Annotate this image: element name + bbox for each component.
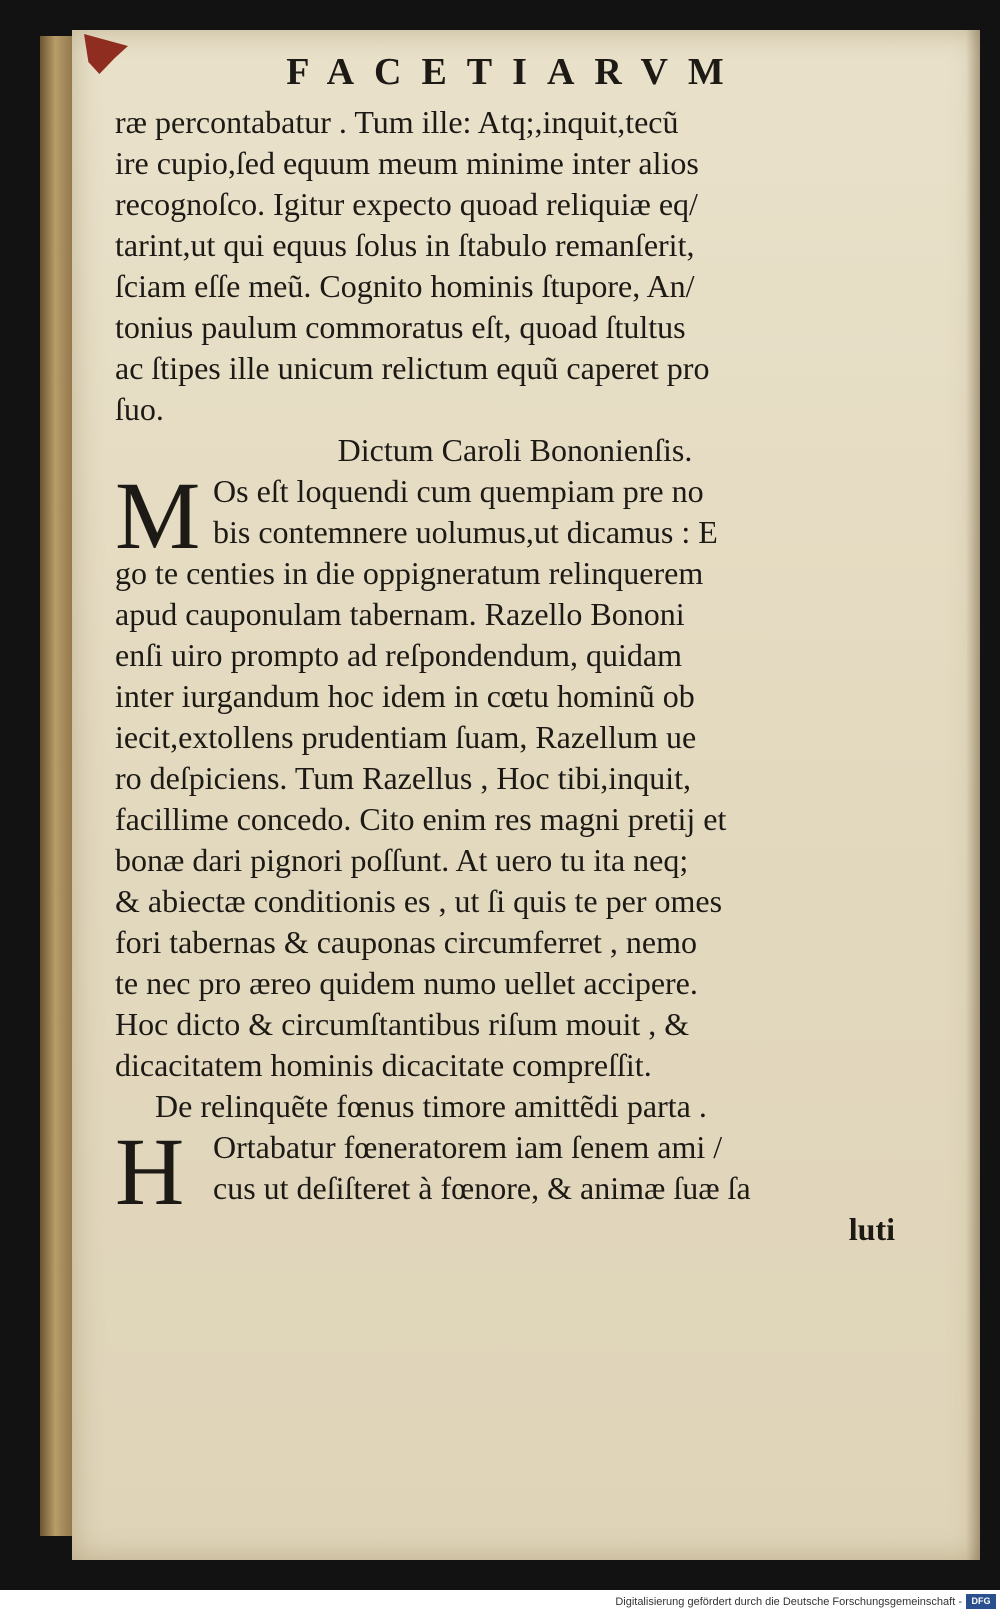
text-line: ro deſpiciens. Tum Razellus , Hoc tibi,inquit, bbox=[115, 760, 691, 796]
text-line: & abiectæ conditionis es , ut ſi quis te per omes bbox=[115, 883, 723, 919]
digitization-footer bbox=[0, 1590, 1000, 1615]
running-title: FACETIARVM bbox=[286, 51, 744, 93]
text-line: enſi uiro prompto ad reſpondendum, quidam bbox=[115, 637, 682, 673]
text-line: go te centies in die oppigneratum relinquerem bbox=[115, 555, 704, 591]
book-binding bbox=[40, 36, 74, 1536]
catchword: luti bbox=[848, 1211, 895, 1247]
text-line: ire cupio,ſed equum meum minime inter alios bbox=[115, 145, 699, 181]
text-line: bis contemnere uolumus,ut dicamus : E bbox=[213, 514, 718, 550]
text-line: fori tabernas & cauponas circumferret , nemo bbox=[115, 924, 697, 960]
section-2 bbox=[115, 1118, 915, 1225]
text-line: inter iurgandum hoc idem in cœtu hominũ ob bbox=[115, 678, 695, 714]
page-text bbox=[115, 42, 915, 1250]
text-line: tonius paulum commoratus eſt, quoad ſtultus bbox=[115, 309, 686, 345]
text-line: tarint,ut qui equus ſolus in ſtabulo remanſerit, bbox=[115, 227, 695, 263]
section-1 bbox=[115, 462, 915, 1086]
text-line: dicacitatem hominis dicacitate compreſſit. bbox=[115, 1047, 652, 1083]
text-line: bonæ dari pignori poſſunt. At uero tu ita neq; bbox=[115, 842, 689, 878]
text-line: recognoſco. Igitur expecto quoad reliquiæ eq/ bbox=[115, 186, 698, 222]
section-heading: De relinquẽte fœnus timore amittẽdi parta . bbox=[155, 1088, 707, 1124]
drop-cap-h: H bbox=[115, 1118, 185, 1225]
text-line: ræ percontabatur . Tum ille: Atq;,inquit,tecũ bbox=[115, 104, 679, 140]
text-line: Os eſt loquendi cum quempiam pre no bbox=[213, 473, 704, 509]
section-heading: Dictum Caroli Bononienſis. bbox=[337, 432, 693, 468]
dfg-logo: DFG bbox=[966, 1594, 996, 1609]
text-line: ſciam eſſe meũ. Cognito hominis ſtupore, An/ bbox=[115, 268, 695, 304]
page-edge-shadow bbox=[966, 30, 980, 1560]
footer-credit: Digitalisierung gefördert durch die Deutsche Forschungsgemeinschaft - bbox=[615, 1596, 962, 1608]
text-line: ac ſtipes ille unicum relictum equũ caperet pro bbox=[115, 350, 710, 386]
text-line: te nec pro æreo quidem numo uellet accipere. bbox=[115, 965, 698, 1001]
text-line: iecit,extollens prudentiam ſuam, Razellum ue bbox=[115, 719, 697, 755]
text-line: cus ut deſiſteret à fœnore, & animæ ſuæ ſa bbox=[213, 1170, 751, 1206]
text-line: Ortabatur fœneratorem iam ſenem ami / bbox=[213, 1129, 723, 1165]
text-line: facillime concedo. Cito enim res magni pretij et bbox=[115, 801, 727, 837]
text-line: Hoc dicto & circumſtantibus riſum mouit , & bbox=[115, 1006, 690, 1042]
drop-cap-m: M bbox=[115, 462, 201, 569]
text-line: apud cauponulam tabernam. Razello Bononi bbox=[115, 596, 685, 632]
text-line: ſuo. bbox=[115, 391, 164, 427]
